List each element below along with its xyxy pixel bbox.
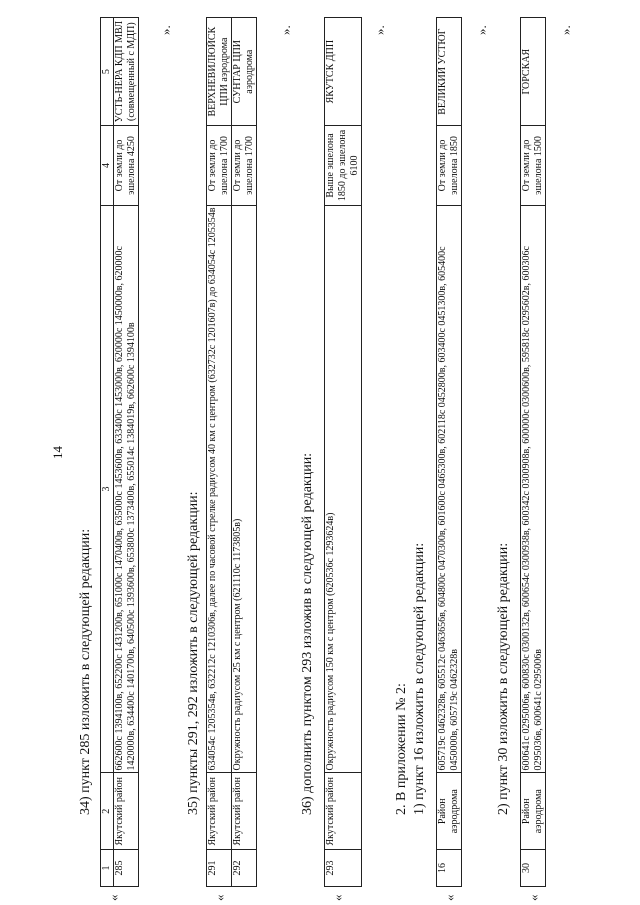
row-unit: СУНТАР ЦПИ аэродрома (232, 18, 257, 126)
row-altitude: Выше эшелона 1850 до эшелона 6100 (325, 126, 362, 205)
row-unit: УСТЬ-НЕРА КДП МВЛ (совмещенный с МДП) (114, 18, 139, 126)
section-36-heading: 36) дополнить пунктом 293 изложив в следующей редакции: (300, 452, 315, 815)
section-35-heading: 35) пункты 291, 292 изложить в следующей редакции: (186, 491, 201, 815)
quote-close-36: ». (372, 25, 387, 35)
quote-open-16: « (442, 894, 457, 901)
table-16 (436, 17, 462, 887)
row-altitude: От земли до эшелона 1700 (207, 126, 232, 205)
row-altitude: От земли до эшелона 4250 (114, 126, 139, 205)
row-altitude: От земли до эшелона 1850 (437, 126, 462, 205)
table-row (114, 18, 139, 887)
quote-open-35: « (212, 894, 227, 901)
col-header-5: 5 (101, 18, 114, 126)
col-header-1: 1 (101, 850, 114, 887)
row-number: 285 (114, 850, 139, 887)
table-285 (100, 17, 139, 887)
row-number: 291 (207, 850, 232, 887)
row-unit: ЯКУТСК ДПП (325, 18, 362, 126)
col-header-3: 3 (101, 205, 114, 773)
row-area: Якутский район (207, 773, 232, 850)
quote-close-34: ». (158, 25, 173, 35)
table-row (325, 18, 362, 887)
row-coordinates: 662600с 1394100в, 652200с 1431200в, 651000с 1470400в, 635000с 1453600в, 633400с 1453000в, 620000с 1450000в, 620000с 1420000в, 634400с 1401700в, 640500с 1393600в, 653800с 1373400в, 655014с 1384019в, 662600с 1394100в (114, 205, 139, 773)
appendix-2-heading: 2. В приложении № 2: (394, 683, 409, 815)
quote-close-30: ». (558, 25, 573, 35)
row-number: 292 (232, 850, 257, 887)
table-header-row (101, 18, 114, 887)
col-header-4: 4 (101, 126, 114, 205)
table-293 (324, 17, 362, 887)
row-altitude: От земли до эшелона 1700 (232, 126, 257, 205)
row-coordinates: Окружность радиусом 25 км с центром (621110с 1173805в) (232, 205, 257, 773)
row-number: 30 (521, 850, 546, 887)
quote-open-36: « (330, 894, 345, 901)
row-unit: ВЕРХНЕВИЛЮЙСК ЦПИ аэродрома (207, 18, 232, 126)
table-291-292 (206, 17, 257, 887)
quote-open-30: « (526, 894, 541, 901)
page-number: 14 (50, 446, 65, 459)
quote-close-16: ». (474, 25, 489, 35)
table-row (232, 18, 257, 887)
appendix-2-sub-1: 1) пункт 16 изложить в следующей редакции: (412, 542, 427, 815)
row-coordinates: Окружность радиусом 150 км с центром (620536с 1293624в) (325, 205, 362, 773)
row-number: 16 (437, 850, 462, 887)
table-row (521, 18, 546, 887)
row-coordinates: 600641с 0295006в, 600830с 0300132в, 600654с 0300938в, 600342с 0300908в, 600000с 0300600в, 595818с 0295602в, 600306с 0295036в, 600641с 0295006в (521, 205, 546, 773)
col-header-2: 2 (101, 773, 114, 850)
row-area: Якутский район (325, 773, 362, 850)
row-coordinates: 605719с 0462328в, 605512с 0463656в, 604800с 0470300в, 601600с 0465300в, 602118с 0452800в, 603400с 0451300в, 605400с 0450000в, 605719с 0462328в (437, 205, 462, 773)
row-unit: ВЕЛИКИЙ УСТЮГ (437, 18, 462, 126)
quote-close-35: ». (278, 25, 293, 35)
table-row (437, 18, 462, 887)
row-unit: ГОРСКАЯ (521, 18, 546, 126)
row-area: Якутский район (114, 773, 139, 850)
table-30 (520, 17, 546, 887)
row-altitude: От земли до эшелона 1500 (521, 126, 546, 205)
row-coordinates: 634054с 1205354в, 632212с 1210306в, далее по часовой стрелке радиусом 40 км с центром (632732с 1201607в) до 634054с 1205354в (207, 205, 232, 773)
row-area: Район аэродрома (437, 773, 462, 850)
quote-open-34: « (106, 894, 121, 901)
section-30-heading: 2) пункт 30 изложить в следующей редакции: (496, 542, 511, 815)
row-number: 293 (325, 850, 362, 887)
row-area: Район аэродрома (521, 773, 546, 850)
table-row (207, 18, 232, 887)
row-area: Якутский район (232, 773, 257, 850)
section-34-heading: 34) пункт 285 изложить в следующей редакции: (78, 528, 93, 815)
